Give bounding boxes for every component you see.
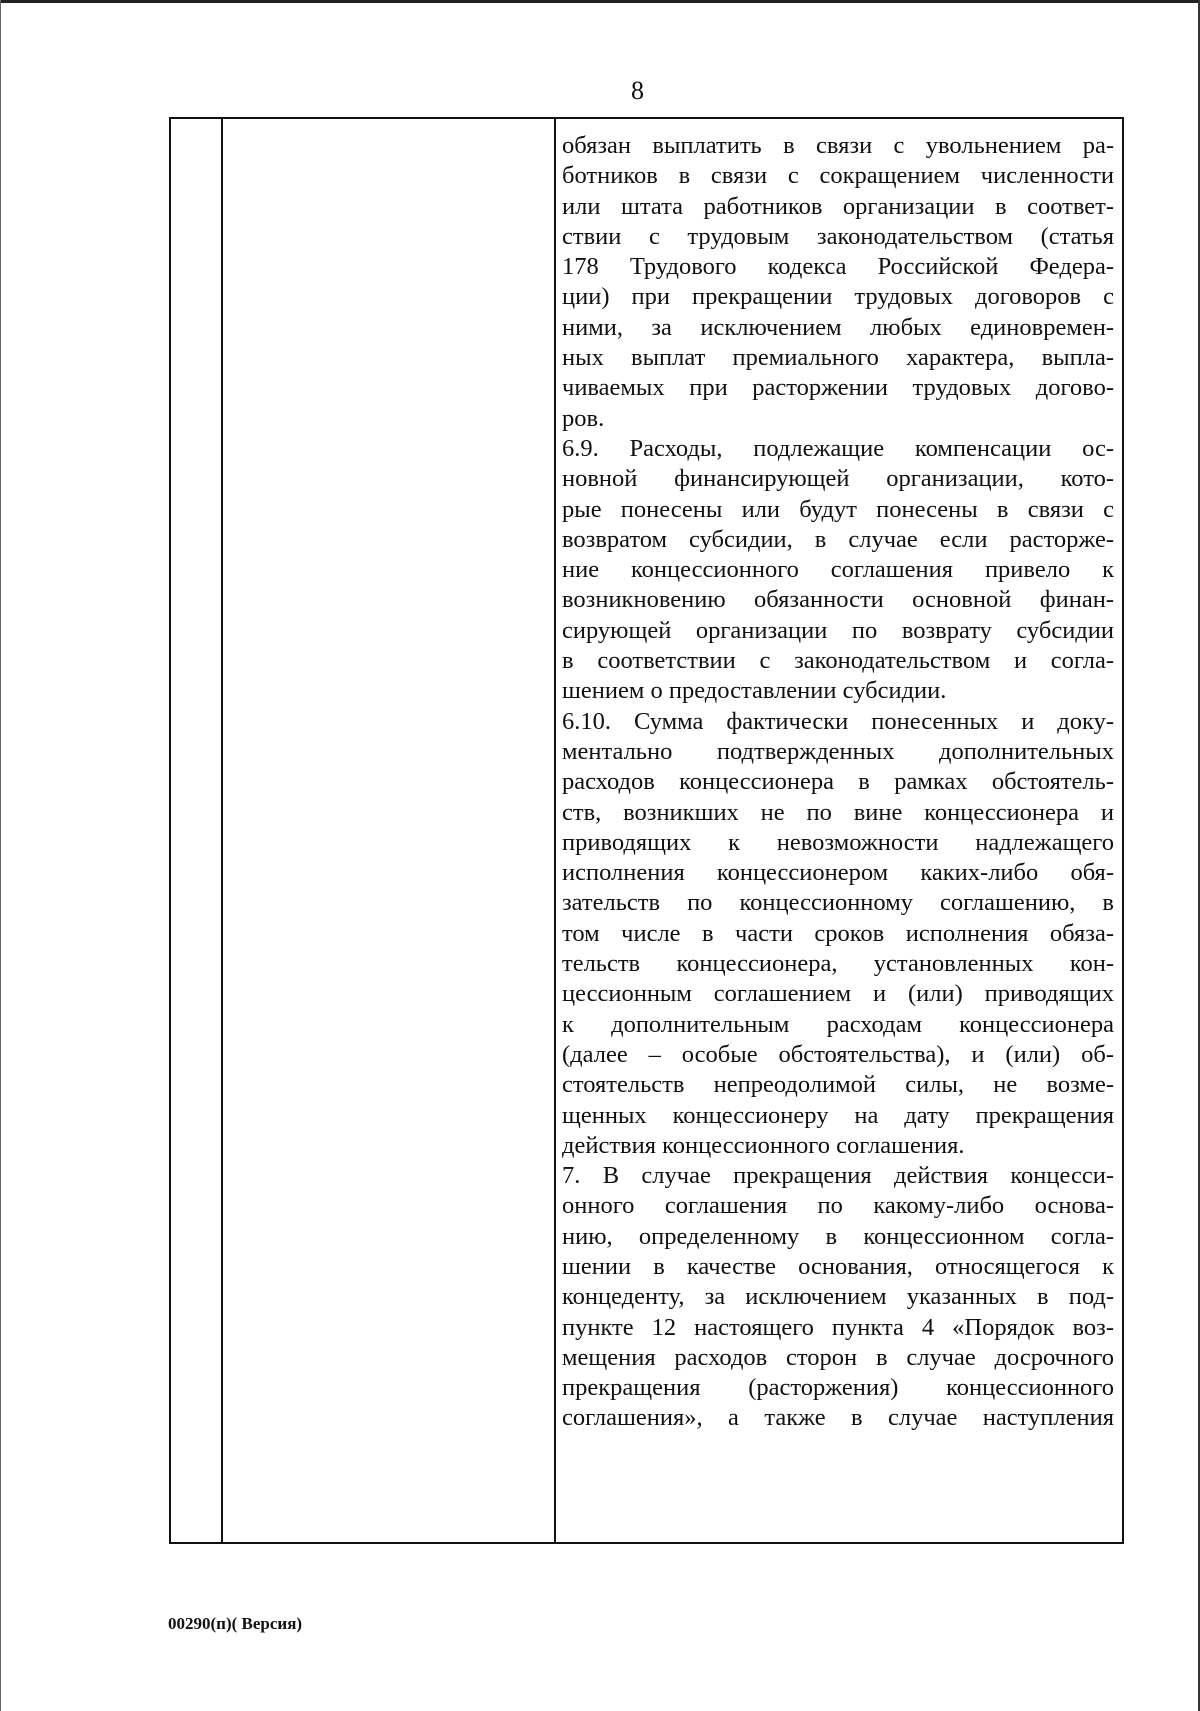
- text-line: ных выплат премиального характера, выпла-: [562, 344, 1114, 372]
- text-line: щенных концессионеру на дату прекращения: [562, 1101, 1114, 1129]
- text-line: ними, за исключением любых единовремен-: [562, 313, 1114, 341]
- text-line: ции) при прекращении трудовых договоров с: [562, 283, 1114, 311]
- text-line: пункте 12 настоящего пункта 4 «Порядок воз-: [562, 1313, 1114, 1341]
- text-line: или штата работников организации в соответ-: [562, 192, 1114, 220]
- text-line: в соответствии с законодательством и согла-: [562, 647, 1114, 675]
- text-line: ние концессионного соглашения привело к: [562, 556, 1114, 584]
- text-line: тельств концессионера, установленных кон-: [562, 950, 1114, 978]
- text-line: возникновению обязанности основной финан-: [562, 586, 1114, 614]
- text-line: новной финансирующей организации, кото-: [562, 465, 1114, 493]
- text-line: 7. В случае прекращения действия концесси-: [562, 1162, 1114, 1190]
- text-line: к дополнительным расходам концессионера: [562, 1010, 1114, 1038]
- text-line: концеденту, за исключением указанных в под-: [562, 1283, 1114, 1311]
- text-line: ствии с трудовым законодательством (статья: [562, 222, 1114, 250]
- text-line: приводящих к невозможности надлежащего: [562, 828, 1114, 856]
- text-line: возвратом субсидии, в случае если расторже-: [562, 525, 1114, 553]
- scan-edge-left: [0, 0, 1, 1711]
- document-code-footer: 00290(п)( Версия): [168, 1614, 303, 1633]
- text-line: шении в качестве основания, относящегося к: [562, 1252, 1114, 1280]
- text-line: ств, возникших не по вине концессионера и: [562, 798, 1114, 826]
- text-line: соглашения», а также в случае наступления: [562, 1404, 1114, 1432]
- document-table: [169, 117, 1124, 1544]
- text-line: сирующей организации по возврату субсидии: [562, 616, 1114, 644]
- text-line: том числе в части сроков исполнения обяза-: [562, 919, 1114, 947]
- text-line: 178 Трудового кодекса Российской Федера-: [562, 253, 1114, 281]
- text-line: 6.10. Сумма фактически понесенных и доку-: [562, 707, 1114, 735]
- text-line: нию, определенному в концессионном согла-: [562, 1222, 1114, 1250]
- table-column-divider-1: [221, 119, 223, 1542]
- text-line: рые понесены или будут понесены в связи с: [562, 495, 1114, 523]
- text-line: прекращения (расторжения) концессионного: [562, 1374, 1114, 1402]
- text-line: онного соглашения по какому-либо основа-: [562, 1192, 1114, 1220]
- table-column-divider-2: [554, 119, 556, 1542]
- text-line: цессионным соглашением и (или) приводящих: [562, 980, 1114, 1008]
- text-line: действия концессионного соглашения.: [562, 1131, 965, 1159]
- text-line: исполнения концессионером каких-либо обя-: [562, 859, 1114, 887]
- text-line: чиваемых при расторжении трудовых догово-: [562, 374, 1114, 402]
- table-cell-text: [562, 131, 1114, 1434]
- scan-edge-top: [0, 0, 1200, 3]
- text-line: стоятельств непреодолимой силы, не возме-: [562, 1071, 1114, 1099]
- text-line: ботников в связи с сокращением численности: [562, 162, 1114, 190]
- page-number: 8: [631, 76, 644, 105]
- text-line: обязан выплатить в связи с увольнением ра-: [562, 132, 1114, 159]
- text-line: зательств по концессионному соглашению, в: [562, 889, 1114, 917]
- text-line: ментально подтвержденных дополнительных: [562, 737, 1114, 765]
- text-line: шением о предоставлении субсидии.: [562, 677, 947, 705]
- text-line: ров.: [562, 404, 605, 432]
- text-line: расходов концессионера в рамках обстоятель-: [562, 768, 1114, 796]
- text-line: (далее – особые обстоятельства), и (или) об-: [562, 1040, 1114, 1068]
- text-line: мещения расходов сторон в случае досрочного: [562, 1343, 1114, 1371]
- text-line: 6.9. Расходы, подлежащие компенсации ос-: [562, 434, 1114, 462]
